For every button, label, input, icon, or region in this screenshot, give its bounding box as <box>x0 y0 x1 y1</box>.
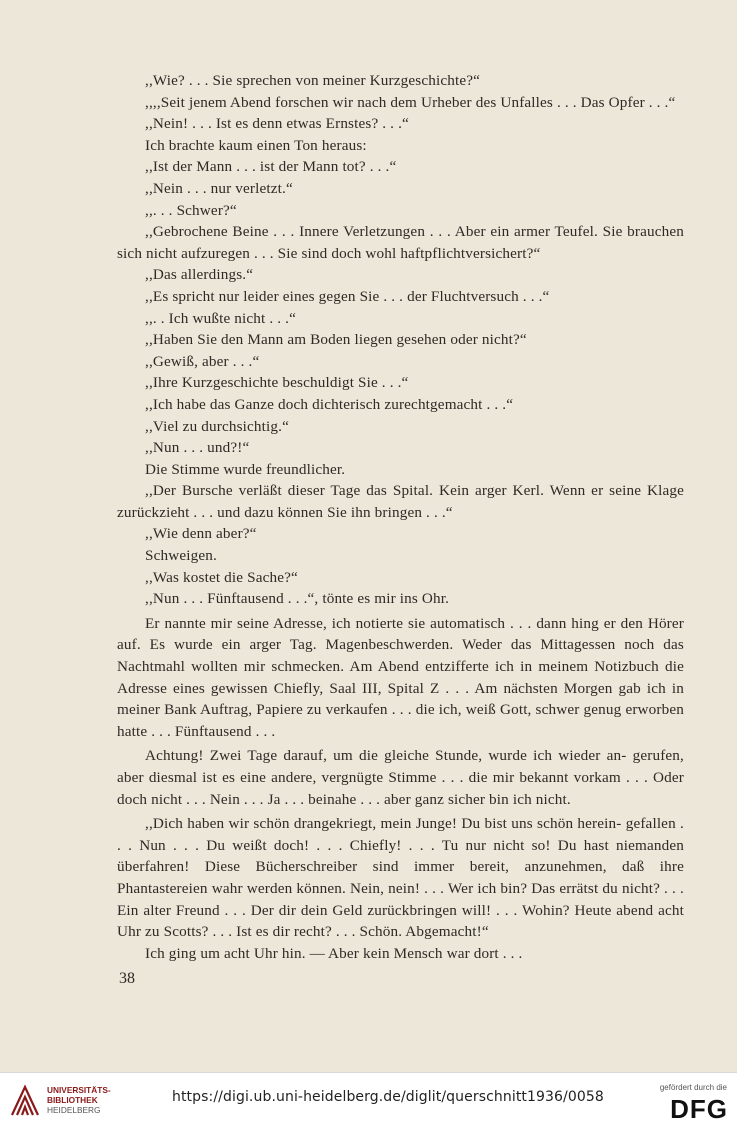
paragraph: ,,Dich haben wir schön drangekriegt, mein Junge! Du bist uns schön herein- gefallen . . . Nun . . . Du weißt doch! . . . Chiefly! . . . Tu nur nicht so! Du hast niemanden überfahren! Diese Bücherschreiber sind immer bereit, anzunehmen, daß ihre Phantastereien wahr werden können. Nein, nein! . . . Wer ich bin? Das errätst du nicht? . . . Ein alter Freund . . . Der dir dein Geld zurückbringen will! . . . Wohin? Heute abend acht Uhr zu Scotts? . . . Ist es dir recht? . . . Schön. Abgemacht!“ <box>117 815 684 941</box>
dfg-logo: DFG <box>670 1094 728 1124</box>
paragraph: ,,Ich habe das Ganze doch dichterisch zurechtgemacht . . .“ <box>145 395 514 413</box>
paragraph: ,,. . Ich wußte nicht . . .“ <box>145 309 296 327</box>
paragraph: ,,Das allerdings.“ <box>145 266 254 284</box>
library-name <box>47 1085 111 1115</box>
paragraph: ,,Ihre Kurzgeschichte beschuldigt Sie . . .“ <box>145 374 409 392</box>
paragraph: ,,Es spricht nur leider eines gegen Sie . . . der Fluchtversuch . . .“ <box>145 287 550 305</box>
paragraph: ,,Nein . . . nur verletzt.“ <box>145 179 293 197</box>
paragraph: Er nannte mir seine Adresse, ich notierte sie automatisch . . . dann hing er den Hörer auf. Es wurde ein arger Tag. Magenbeschwerden. Weder das Mittagessen noch das Nachtmahl wollten mir schmecken. Am Abend entzifferte ich in meinem Notizbuch die Adresse eines gewissen Chiefly, Saal III, Spital Z . . . Am nächsten Morgen gab ich in meiner Bank Auftrag, Papiere zu verkaufen . . . die ich, weiß Gott, schwer genug erworben hatte . . . Fünftausend . . . <box>117 614 684 740</box>
paragraph: Ich ging um acht Uhr hin. — Aber kein Mensch war dort . . . <box>145 944 523 962</box>
paragraph: ,,Nun . . . Fünftausend . . .“, tönte es mir ins Ohr. <box>145 590 450 608</box>
paragraph: ,,. . . Schwer?“ <box>145 201 237 219</box>
paragraph: Achtung! Zwei Tage darauf, um die gleiche Stunde, wurde ich wieder an- gerufen, aber diesmal ist es eine andere, vergnügte Stimme . . . die mir bekannt vorkam . . . Oder doch nicht . . . Nein . . . Ja . . . beinahe . . . aber ganz sicher bin ich nicht. <box>117 747 684 808</box>
paragraph: ,,Haben Sie den Mann am Boden liegen gesehen oder nicht?“ <box>145 331 527 349</box>
library-line-2: BIBLIOTHEK <box>47 1095 98 1105</box>
funding-label: gefördert durch die <box>659 1083 727 1092</box>
paragraph: ,,Der Bursche verläßt dieser Tage das Spital. Kein arger Kerl. Wenn er seine Klage zurückzieht . . . und dazu können Sie ihn bringen . . .“ <box>117 482 684 521</box>
paragraph: ,,Nein! . . . Ist es denn etwas Ernstes? . . .“ <box>145 115 409 133</box>
page-number: 38 <box>119 970 135 987</box>
paragraph: ,,,,Seit jenem Abend forschen wir nach dem Urheber des Unfalles . . . Das Opfer . . .“ <box>145 93 676 111</box>
paragraph: ,,Gewiß, aber . . .“ <box>145 352 260 370</box>
paragraph: ,,Wie? . . . Sie sprechen von meiner Kurzgeschichte?“ <box>145 72 480 89</box>
paragraph: ,,Gebrochene Beine . . . Innere Verletzungen . . . Aber ein armer Teufel. Sie brauchen sich nicht aufzuregen . . . Sie sind doch wohl haftpflichtversichert?“ <box>117 223 684 262</box>
paragraph: Schweigen. <box>145 547 217 565</box>
viewer-footer <box>0 1072 737 1129</box>
paragraph: ,,Ist der Mann . . . ist der Mann tot? . . .“ <box>145 158 397 176</box>
paragraph: ,,Wie denn aber?“ <box>145 525 257 543</box>
library-line-3: HEIDELBERG <box>47 1105 101 1115</box>
library-logo-icon <box>8 1083 42 1119</box>
paragraph: ,,Nun . . . und?!“ <box>145 439 250 457</box>
permalink-url[interactable]: https://digi.ub.uni-heidelberg.de/diglit/querschnitt1936/0058 <box>172 1089 604 1105</box>
paragraph: Ich brachte kaum einen Ton heraus: <box>145 136 367 154</box>
body-text <box>117 70 684 964</box>
library-line-1: UNIVERSITÄTS- <box>47 1085 111 1095</box>
paragraph: ,,Was kostet die Sache?“ <box>145 568 298 586</box>
paragraph: Die Stimme wurde freundlicher. <box>145 460 346 478</box>
paragraph: ,,Viel zu durchsichtig.“ <box>145 417 289 435</box>
